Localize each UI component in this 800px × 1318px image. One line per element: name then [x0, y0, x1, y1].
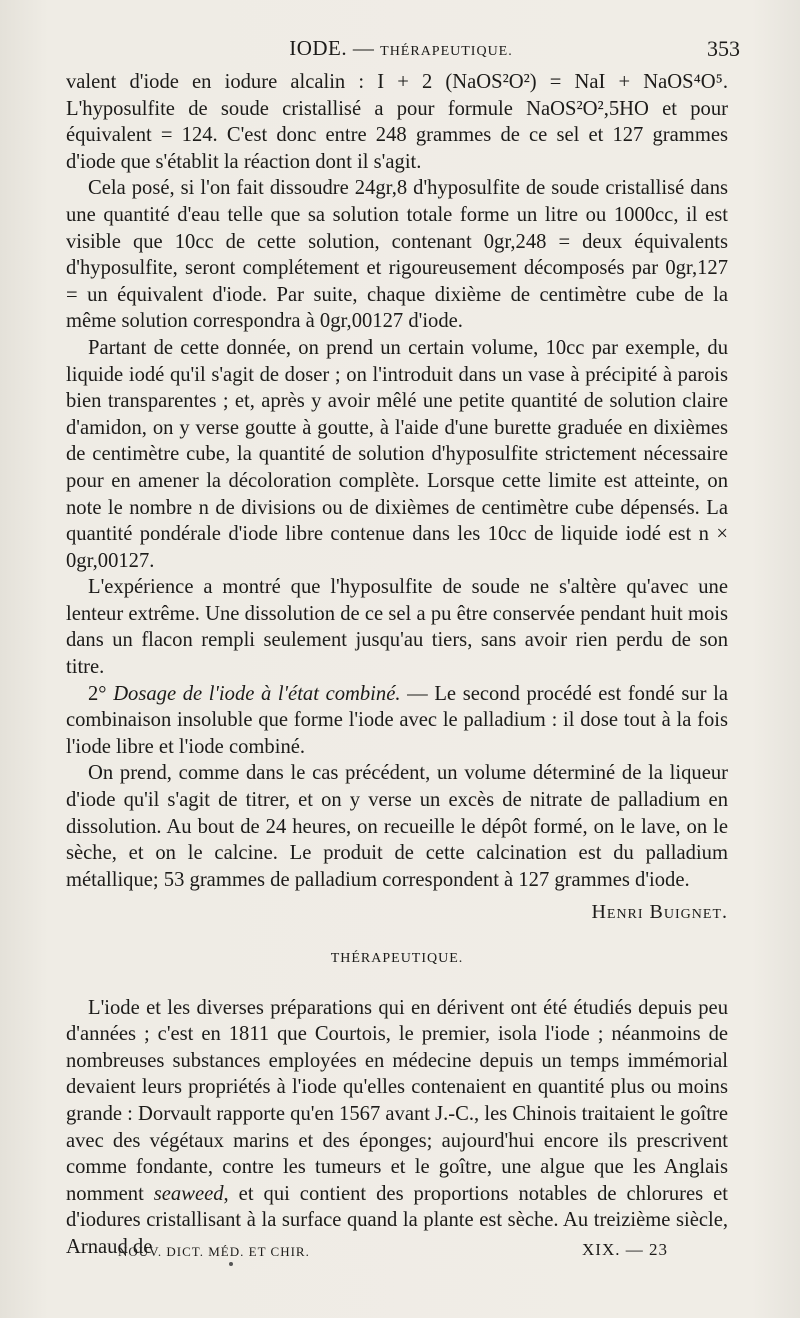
section-heading: THÉRAPEUTIQUE.	[330, 951, 464, 966]
print-dot	[229, 1262, 233, 1266]
body-text	[66, 69, 728, 1261]
dosage-number: 2°	[88, 682, 107, 705]
page-footer	[118, 1240, 668, 1264]
footer-signature-mark: XIX. — 23	[582, 1240, 668, 1259]
running-head	[62, 34, 740, 64]
footer-source: NOUV. DICT. MÉD. ET CHIR.	[118, 1244, 310, 1259]
header-dash: —	[352, 36, 375, 60]
paragraph-4: L'expérience a montré que l'hyposulfite de soude ne s'altère qu'avec une lenteur extrême. Une dissolution de ce sel a pu être conservée pendant huit mois dans un flacon rempli seulement jusqu'au tiers, sans avoir rien perdu de son titre.	[66, 576, 728, 679]
paragraph-3: Partant de cette donnée, on prend un certain volume, 10cc par exemple, du liquide iodé qu'il s'agit de doser ; on l'introduit dans un vase à précipité à parois bien transparentes ; et, après y avoir mêlé une petite quantité de solution claire d'amidon, on y verse goutte à goutte, à l'aide d'une burette graduée en dixièmes de centimètre cube, la quantité de solution d'hyposulfite strictement nécessaire pour en amener la décoloration complète. Lorsque cette limite est atteinte, on note le nombre n de divisions ou de dixièmes de centimètre cube dépensés. La quantité pondérale d'iode libre contenue dans les 10cc de liquide iodé est n × 0gr,00127.	[66, 336, 728, 572]
paragraph-palladium: On prend, comme dans le cas précédent, un volume déterminé de la liqueur d'iode qu'il s'agit de titrer, et on y verse un excès de nitrate de palladium en dissolution. Au bout de 24 heures, on recueille le dépôt formé, on le lave, on le sèche, et on le calcine. Le produit de cette calcination est du palladium métallique; 53 grammes de palladium correspondent à 127 grammes d'iode.	[66, 762, 728, 891]
therapy-text-end: , et qui contient des proportions notables de chlorures et d'iodures cristallisant à la surface quand la plante est sèche. Au treizième siècle, Arnaud de	[66, 1182, 728, 1258]
paragraph-dosage	[66, 681, 728, 761]
paragraph-therapy	[66, 995, 728, 1261]
header-subtitle: THÉRAPEUTIQUE.	[380, 44, 513, 59]
running-title	[62, 36, 740, 61]
therapy-term: seaweed	[153, 1182, 224, 1205]
dosage-title: Dosage de l'iode à l'état combiné.	[113, 682, 401, 705]
header-title: IODE.	[289, 36, 348, 60]
dosage-text: — Le second procédé est fondé sur la combinaison insoluble que forme l'iode avec le palladium : il dose tout à la fois l'iode libre et l'iode combiné.	[66, 682, 728, 758]
paragraph-1: valent d'iode en iodure alcalin : I + 2 (NaOS²O²) = NaI + NaOS⁴O⁵. L'hyposulfite de soude cristallisé a pour formule NaOS²O²,5HO et pour équivalent = 124. C'est donc entre 248 grammes de ce sel et 127 grammes d'iode que s'établit la réaction dont il s'agit.	[66, 71, 728, 173]
paragraph-2: Cela posé, si l'on fait dissoudre 24gr,8 d'hyposulfite de soude cristallisé dans une quantité d'eau telle que sa solution totale forme un litre ou 1000cc, il est visible que 10cc de cette solution, contenant 0gr,248 = deux équivalents d'hyposulfite, seront complétement et rigoureusement décomposés par 0gr,127 = un équivalent d'iode. Par suite, chaque dixième de centimètre cube de la même solution correspondra à 0gr,00127 d'iode.	[66, 177, 728, 333]
page-number: 353	[707, 36, 740, 61]
therapy-text-start: L'iode et les diverses préparations qui en dérivent ont été étudiés depuis peu d'années ; c'est en 1811 que Courtois, le premier, isola l'iode ; néanmoins de nombreuses substances employées en médecine depuis un temps immémorial devaient leurs propriétés à l'iode qu'elles contenaient en quantité plus ou moins grande : Dorvault rapporte qu'en 1567 avant J.-C., les Chinois traitaient le goître avec des végétaux marins et des éponges; aujourd'hui encore ils prescrivent comme fondante, contre les tumeurs et le goître, une algue que les Anglais nomment	[66, 996, 728, 1205]
author-signature: Henri Buignet.	[591, 901, 728, 924]
